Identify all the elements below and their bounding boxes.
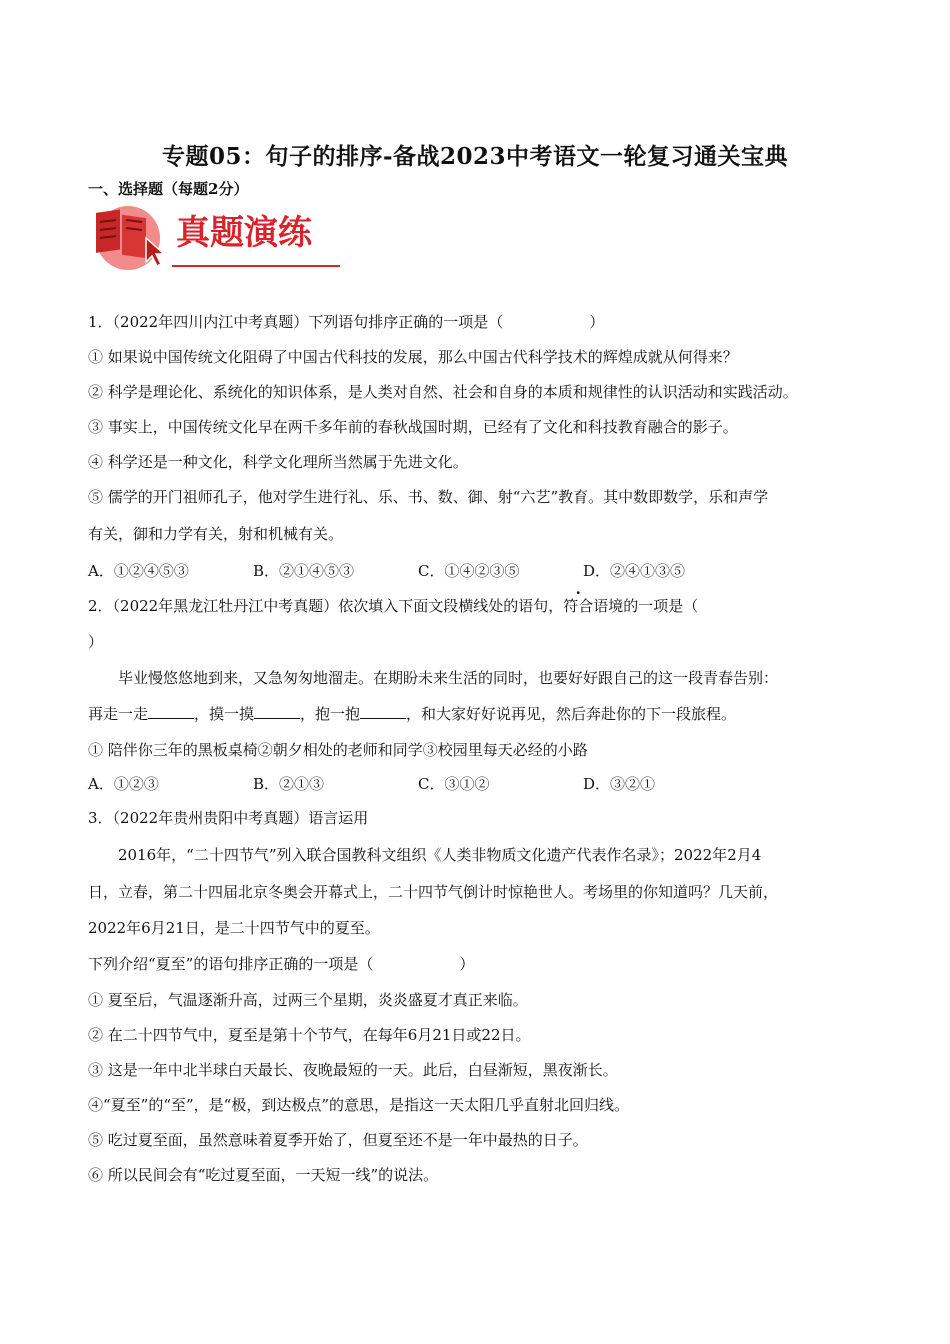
page-title: 专题05：句子的排序-备战2023中考语文一轮复习通关宝典 xyxy=(161,143,789,170)
q2-stem-close: ） xyxy=(88,633,104,651)
section-heading: 一、选择题（每题2分） xyxy=(88,180,249,198)
q1-item-3: ③ 事实上，中国传统文化早在两千多年前的春秋战国时期，已经有了文化和科技教育融合的影子。 xyxy=(88,418,738,436)
q3-item-6: ⑥ 所以民间会有“吃过夏至面，一天短一线”的说法。 xyxy=(88,1166,439,1184)
q3-stem: 3．（2022年贵州贵阳中考真题）语言运用 xyxy=(88,809,369,827)
emphasis-mark: 符合 xyxy=(563,597,594,615)
answer-blank-3[interactable] xyxy=(360,704,406,719)
q1-option-b[interactable]: B．②①④⑤③ xyxy=(253,562,355,580)
q2-option-b[interactable]: B．②①③ xyxy=(253,775,325,793)
q3-passage-line3: 2022年6月21日，是二十四节气中的夏至。 xyxy=(88,919,380,937)
q1-item-2: ② 科学是理论化、系统化的知识体系，是人类对自然、社会和自身的本质和规律性的认识活动和实践活动。 xyxy=(88,383,798,401)
q2-passage-line2: 再走一走 ，摸一摸 ，抱一抱 ，和大家好好说再见，然后奔赴你的下一段旅程。 xyxy=(88,705,737,723)
q3-item-3: ③ 这是一年中北半球白天最长、夜晚最短的一天。此后，白昼渐短，黑夜渐长。 xyxy=(88,1061,618,1079)
q2-option-c[interactable]: C．③①② xyxy=(418,775,490,793)
banner-text: 真题演练 xyxy=(176,213,312,253)
q1-option-d[interactable]: D．②④①③⑤ xyxy=(583,562,686,580)
q2-choices: ① 陪伴你三年的黑板桌椅②朝夕相处的老师和同学③校园里每天必经的小路 xyxy=(88,741,588,759)
q1-item-5: ⑤ 儒学的开门祖师孔子，他对学生进行礼、乐、书、数、御、射“六艺”教育。其中数即数学，乐和声学 xyxy=(88,488,769,506)
q2-option-d[interactable]: D．③②① xyxy=(583,775,656,793)
q2-option-a[interactable]: A．①②③ xyxy=(88,775,159,793)
q3-item-5: ⑤ 吃过夏至面，虽然意味着夏季开始了，但夏至还不是一年中最热的日子。 xyxy=(88,1131,588,1149)
q1-option-a[interactable]: A．①②④⑤③ xyxy=(88,562,189,580)
q2-passage-line1: 毕业慢悠悠地到来，又急匆匆地溜走。在期盼未来生活的同时，也要好好跟自己的这一段青春告别： xyxy=(118,669,779,687)
q3-item-1: ① 夏至后，气温逐渐升高，过两三个星期，炎炎盛夏才真正来临。 xyxy=(88,991,528,1009)
q3-passage-line2: 日，立春，第二十四届北京冬奥会开幕式上，二十四节气倒计时惊艳世人。考场里的你知道吗？几天前， xyxy=(88,883,779,901)
q1-option-c[interactable]: C．①④②③⑤ xyxy=(418,562,520,580)
q1-item-4: ④ 科学还是一种文化，科学文化理所当然属于先进文化。 xyxy=(88,453,468,471)
q3-item-4: ④“夏至”的“至”，是“极，到达极点”的意思，是指这一天太阳几乎直射北回归线。 xyxy=(88,1096,630,1114)
banner-zhenti-yanlian xyxy=(88,204,348,276)
q2-stem: 2．（2022年黑龙江牡丹江中考真题）依次填入下面文段横线处的语句，符合语境的一项是（ xyxy=(88,597,699,615)
q1-stem: 1．（2022年四川内江中考真题）下列语句排序正确的一项是（ ） xyxy=(88,313,605,331)
answer-blank-2[interactable] xyxy=(254,704,300,719)
q3-question: 下列介绍“夏至”的语句排序正确的一项是（ ） xyxy=(88,955,475,973)
q3-passage-line1: 2016年，“二十四节气”列入联合国教科文组织《人类非物质文化遗产代表作名录》；2022年2月4 xyxy=(118,846,762,864)
q1-item-5-cont: 有关，御和力学有关，射和机械有关。 xyxy=(88,525,344,543)
answer-blank-1[interactable] xyxy=(148,704,194,719)
q1-item-1: ① 如果说中国传统文化阻碍了中国古代科技的发展，那么中国古代科学技术的辉煌成就从何得来？ xyxy=(88,348,738,366)
q3-item-2: ② 在二十四节气中，夏至是第十个节气，在每年6月21日或22日。 xyxy=(88,1026,531,1044)
